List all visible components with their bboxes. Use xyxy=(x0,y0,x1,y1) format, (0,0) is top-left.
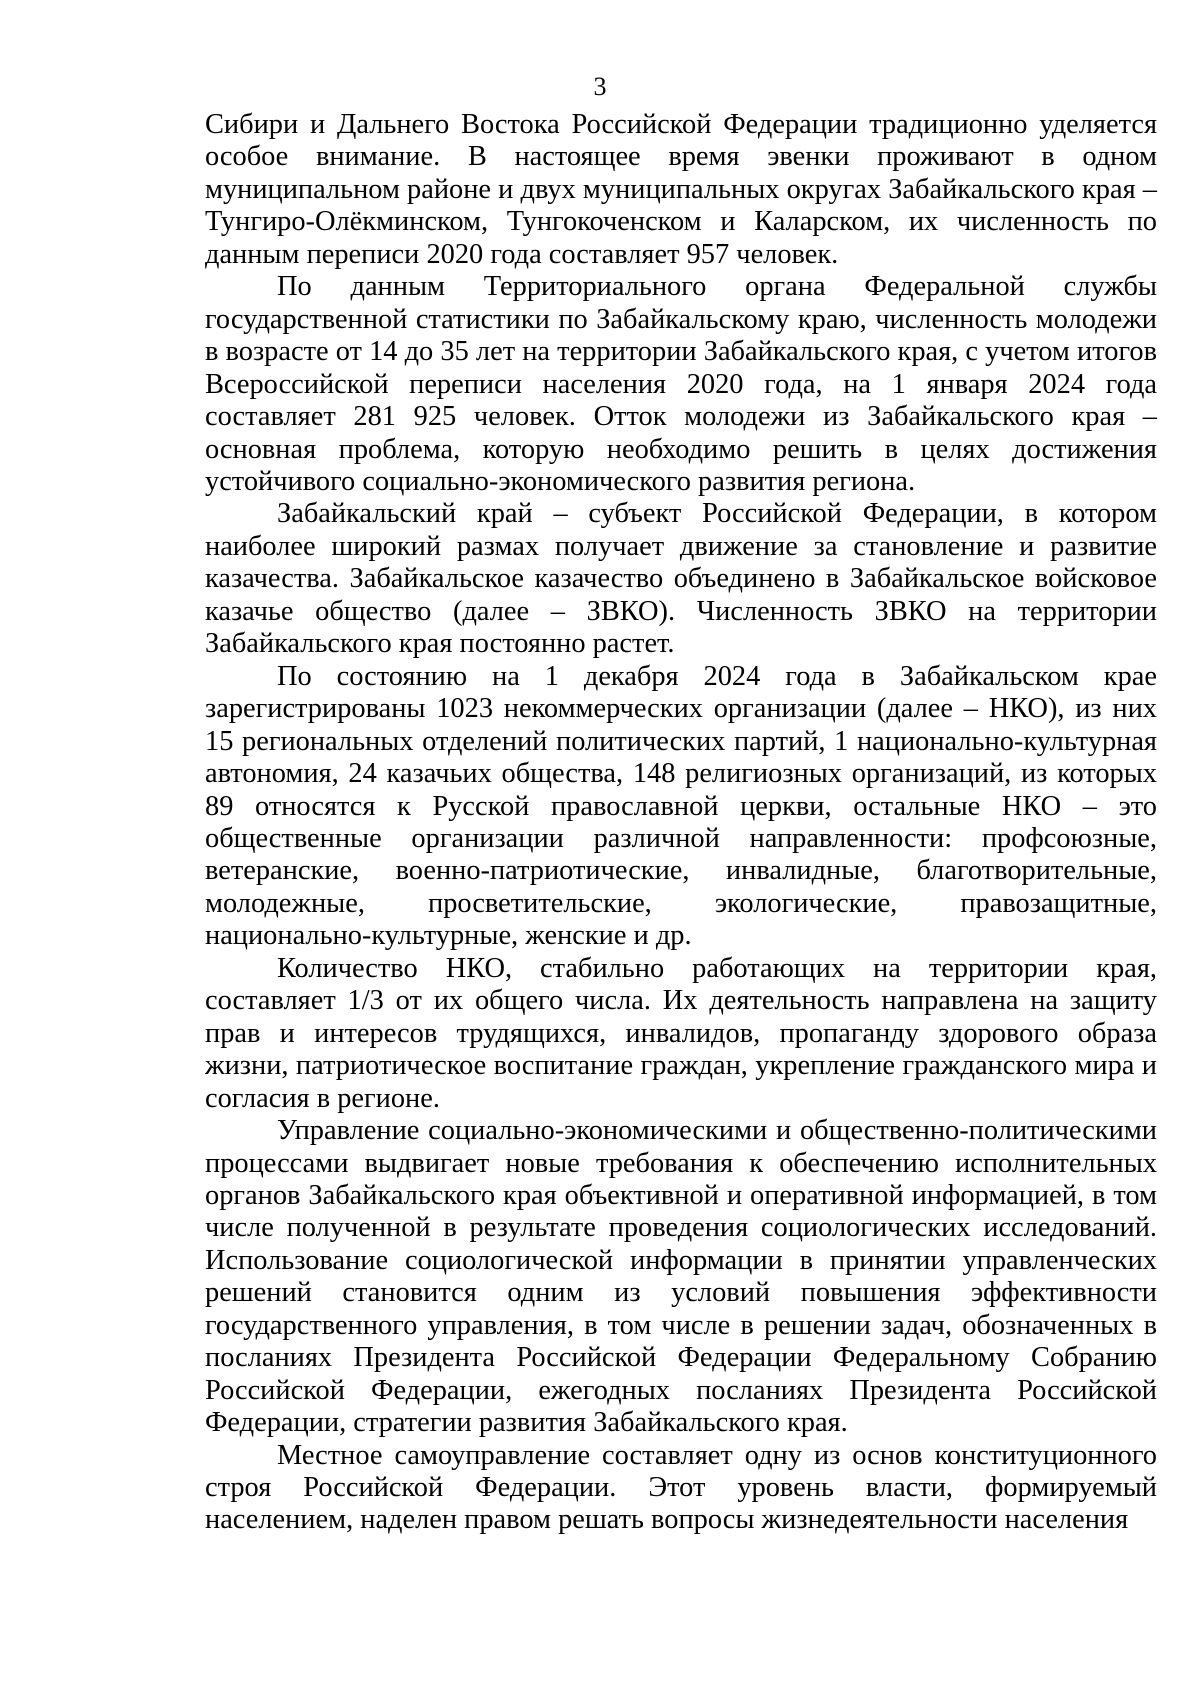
paragraph-sociological-research: Управление социально-экономическими и общественно-политическими процессами выдвигает новые требования к обеспечению исполнительных органов Забайкальского края объективной и оперативной информацией, в том числе полученной в результате проведения социологических исследований. Использование социологической информации в принятии управленческих решений становится одним из условий повышения эффективности государственного управления, в том числе в решении задач, обозначенных в посланиях Президента Российской Федерации Федеральному Собранию Российской Федерации, ежегодных посланиях Президента Российской Федерации, стратегии развития Забайкальского края. xyxy=(205,1115,1157,1439)
document-body xyxy=(205,109,1157,1537)
paragraph-evenki-continuation: Сибири и Дальнего Востока Российской Федерации традиционно уделяется особое внимание. В настоящее время эвенки проживают в одном муниципальном районе и двух муниципальных округах Забайкальского края – Тунгиро-Олёкминском, Тунгокоченском и Каларском, их численность по данным переписи 2020 года составляет 957 человек. xyxy=(205,109,1157,270)
paragraph-cossacks: Забайкальский край – субъект Российской Федерации, в котором наиболее широкий размах получает движение за становление и развитие казачества. Забайкальское казачество объединено в Забайкальское войсковое казачье общество (далее – ЗВКО). Численность ЗВКО на территории Забайкальского края постоянно растет. xyxy=(205,498,1157,660)
paragraph-nko-activity: Количество НКО, стабильно работающих на территории края, составляет 1/3 от их общего числа. Их деятельность направлена на защиту прав и интересов трудящихся, инвалидов, пропаганду здорового образа жизни, патриотическое воспитание граждан, укрепление гражданского мира и согласия в регионе. xyxy=(205,952,1157,1114)
paragraph-nko-registered: По состоянию на 1 декабря 2024 года в Забайкальском крае зарегистрированы 1023 некоммерческих организации (далее – НКО), из них 15 региональных отделений политических партий, 1 национально-культурная автономия, 24 казачьих общества, 148 религиозных организаций, из которых 89 относятся к Русской православной церкви, остальные НКО – это общественные организации различной направленности: профсоюзные, ветеранские, военно-патриотические, инвалидные, благотворительные, молодежные, просветительские, экологические, правозащитные, национально-культурные, женские и др. xyxy=(205,660,1157,952)
page-number: 3 xyxy=(593,72,607,101)
paragraph-local-government: Местное самоуправление составляет одну из основ конституционного строя Российской Федерации. Этот уровень власти, формируемый населением, наделен правом решать вопросы жизнедеятельности населения xyxy=(205,1439,1157,1536)
paragraph-youth-population: По данным Территориального органа Федеральной службы государственной статистики по Забайкальскому краю, численность молодежи в возрасте от 14 до 35 лет на территории Забайкальского края, с учетом итогов Всероссийской переписи населения 2020 года, на 1 января 2024 года составляет 281 925 человек. Отток молодежи из Забайкальского края – основная проблема, которую необходимо решить в целях достижения устойчивого социально-экономического развития региона. xyxy=(205,271,1157,497)
